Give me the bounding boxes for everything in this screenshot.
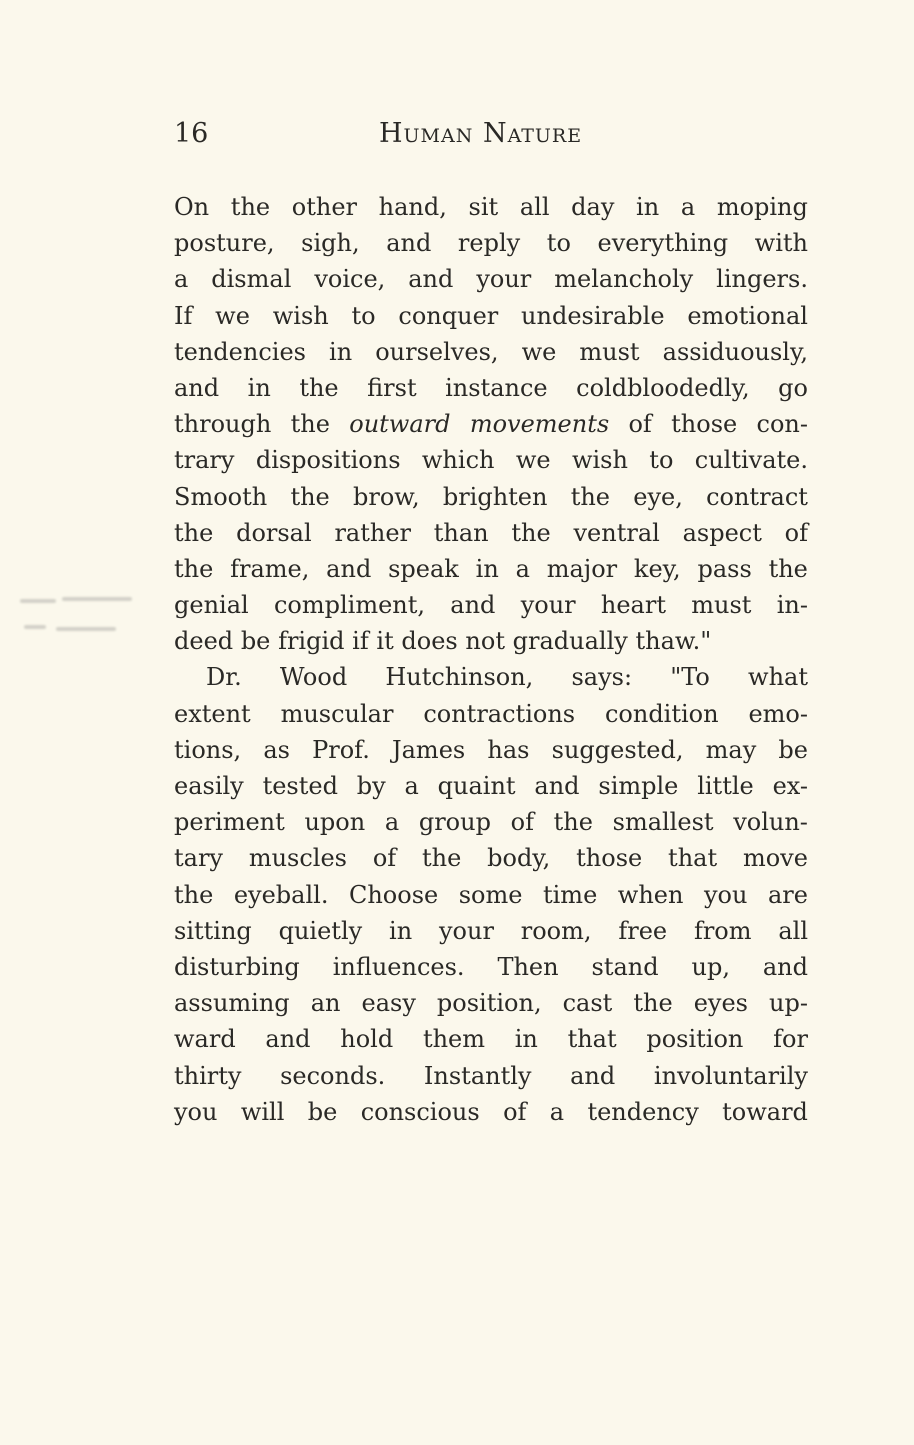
word: first <box>367 373 417 402</box>
word: go <box>778 373 808 402</box>
text-line <box>174 1058 808 1094</box>
word: voice, <box>314 265 386 294</box>
word: not <box>465 627 505 656</box>
word: dispositions <box>255 446 401 475</box>
word: it <box>376 627 394 656</box>
word: room, <box>520 916 592 945</box>
word: involuntarily <box>653 1061 808 1090</box>
word: volun- <box>733 808 808 837</box>
word: be <box>240 627 271 656</box>
word: genial <box>174 591 249 620</box>
text-line <box>174 659 808 695</box>
word: frigid <box>278 627 345 656</box>
word: in- <box>776 591 808 620</box>
word: ventral <box>573 518 660 547</box>
word: must <box>691 591 752 620</box>
word: On <box>174 193 210 221</box>
word: muscles <box>248 844 347 873</box>
word: quietly <box>278 916 363 945</box>
word: the <box>633 989 673 1018</box>
word: disturbing <box>174 952 300 981</box>
word: suggested, <box>551 735 684 764</box>
text-line <box>174 406 808 442</box>
word: quaint <box>437 772 516 800</box>
word: posture, <box>174 229 275 258</box>
text-line <box>174 1021 808 1057</box>
text-line <box>174 623 808 659</box>
text-line <box>174 732 808 768</box>
word: major <box>546 554 618 583</box>
word: your <box>438 916 494 945</box>
word: and <box>570 1061 616 1090</box>
word: sit <box>468 193 499 221</box>
word: we <box>215 301 250 330</box>
word: of <box>784 518 808 547</box>
word: rather <box>334 518 411 547</box>
word: eyeball. <box>233 880 329 909</box>
word: the <box>230 193 271 221</box>
text-line <box>174 768 808 804</box>
word: thirty <box>174 1061 242 1090</box>
text-line <box>174 985 808 1021</box>
text-line <box>174 189 808 225</box>
word: to <box>649 446 674 475</box>
word: Smooth <box>174 482 268 511</box>
word: outward <box>349 410 451 439</box>
word: and <box>174 373 220 402</box>
word: hand, <box>378 193 447 221</box>
word: them <box>422 1025 485 1054</box>
word: the <box>290 482 330 511</box>
word: group <box>418 808 491 837</box>
word: deed <box>174 627 234 656</box>
word: the <box>299 373 339 402</box>
word: a <box>404 772 419 800</box>
word: the <box>570 482 611 511</box>
word: those <box>671 410 738 439</box>
word: and <box>326 554 372 583</box>
word: all <box>519 193 550 221</box>
word: those <box>576 844 643 873</box>
word: position <box>646 1025 744 1054</box>
word: Hutchinson, <box>385 663 534 692</box>
word: the <box>174 880 214 909</box>
word: up- <box>769 989 808 1018</box>
word: stand <box>591 952 659 981</box>
word: must <box>579 337 640 366</box>
word: the <box>290 410 330 439</box>
word: ward <box>174 1025 236 1054</box>
word: what <box>748 663 808 692</box>
word: muscular <box>280 699 394 728</box>
word: may <box>705 735 757 764</box>
word: the <box>511 518 551 547</box>
word: assuming <box>174 989 290 1018</box>
text-line <box>174 334 808 370</box>
word: ex- <box>772 772 808 800</box>
word: assiduously, <box>662 337 808 366</box>
word: dismal <box>211 265 292 294</box>
word: sigh, <box>301 229 360 258</box>
word: the <box>553 808 593 837</box>
text-line <box>174 551 808 587</box>
word: in <box>329 337 353 366</box>
word: by <box>356 772 386 800</box>
word: the <box>174 554 214 583</box>
text-line <box>174 261 808 297</box>
word: If <box>174 301 193 330</box>
paragraph <box>174 189 808 659</box>
word: some <box>458 880 523 909</box>
word: a <box>384 808 400 837</box>
word: and <box>762 952 808 981</box>
word: thaw." <box>635 627 712 656</box>
word: in <box>636 193 660 221</box>
word: be <box>778 735 808 764</box>
word: tested <box>262 772 338 800</box>
word: cultivate. <box>694 446 808 475</box>
word: up, <box>691 952 730 981</box>
word: your <box>520 591 576 620</box>
text-line <box>174 479 808 515</box>
word: key, <box>633 554 681 583</box>
text-line <box>174 370 808 406</box>
word: hold <box>340 1025 394 1054</box>
word: conscious <box>360 1097 480 1126</box>
word: be <box>307 1097 338 1126</box>
word: Dr. <box>206 663 242 692</box>
word: your <box>476 265 532 294</box>
word: move <box>742 844 808 873</box>
text-line <box>174 696 808 732</box>
word: other <box>291 193 357 221</box>
word: of <box>628 410 652 439</box>
word: to <box>351 301 376 330</box>
word: tendencies <box>174 337 306 366</box>
word: Instantly <box>423 1061 532 1090</box>
word: simple <box>598 772 679 800</box>
page-number: 16 <box>174 118 209 149</box>
word: pass <box>697 554 752 583</box>
word: you <box>174 1097 218 1126</box>
bleed-through-smudge <box>0 583 150 647</box>
word: and <box>450 591 496 620</box>
word: and <box>534 772 580 800</box>
word: through <box>174 410 272 439</box>
text-line <box>174 298 808 334</box>
word: gradually <box>512 627 628 656</box>
word: everything <box>597 229 729 258</box>
word: ourselves, <box>375 337 499 366</box>
word: melancholy <box>554 265 694 294</box>
word: eyes <box>693 989 748 1018</box>
word: dorsal <box>236 518 312 547</box>
word: "To <box>670 663 710 692</box>
text-line <box>174 804 808 840</box>
word: wish <box>272 301 329 330</box>
word: speak <box>388 554 459 583</box>
text-line <box>174 587 808 623</box>
word: and <box>408 265 454 294</box>
word: heart <box>600 591 666 620</box>
word: Wood <box>279 663 348 692</box>
word: a <box>680 193 696 221</box>
word: brighten <box>442 482 548 511</box>
word: condition <box>604 699 719 728</box>
word: in <box>514 1025 538 1054</box>
word: trary <box>174 446 235 475</box>
word: which <box>421 446 495 475</box>
word: does <box>401 627 458 656</box>
word: wish <box>571 446 628 475</box>
word: to <box>546 229 571 258</box>
word: of <box>503 1097 527 1126</box>
word: compliment, <box>273 591 426 620</box>
word: instance <box>445 373 548 402</box>
word: the <box>768 554 808 583</box>
word: that <box>567 1025 617 1054</box>
text-line <box>174 840 808 876</box>
word: than <box>433 518 489 547</box>
word: contractions <box>423 699 576 728</box>
word: conquer <box>398 301 499 330</box>
word: a <box>515 554 530 583</box>
word: cast <box>562 989 613 1018</box>
word: smallest <box>612 808 714 837</box>
word: has <box>487 735 530 764</box>
word: tary <box>174 844 223 873</box>
word: if <box>352 627 369 656</box>
word: emo- <box>748 699 808 728</box>
word: tions, <box>174 735 242 764</box>
word: with <box>754 229 808 258</box>
word: periment <box>174 808 285 837</box>
word: from <box>693 916 752 945</box>
word: of <box>372 844 397 873</box>
word: seconds. <box>280 1061 386 1090</box>
word: an <box>310 989 341 1018</box>
body-text <box>174 189 808 1130</box>
text-line <box>174 225 808 261</box>
word: tendency <box>587 1097 699 1126</box>
text-line <box>174 877 808 913</box>
word: Then <box>497 952 559 981</box>
paragraph <box>174 659 808 1129</box>
word: says: <box>571 663 633 692</box>
word: easily <box>174 772 244 800</box>
word: body, <box>487 844 551 873</box>
word: in <box>247 373 271 402</box>
text-line <box>174 442 808 478</box>
word: Choose <box>348 880 439 909</box>
word: you <box>703 880 748 909</box>
word: position, <box>436 989 542 1018</box>
text-line <box>174 1094 808 1130</box>
word: reply <box>457 229 521 258</box>
word: little <box>697 772 754 800</box>
word: the <box>421 844 462 873</box>
word: contract <box>706 482 808 511</box>
text-line <box>174 949 808 985</box>
word: coldbloodedly, <box>576 373 750 402</box>
word: lingers. <box>716 265 808 294</box>
word: eye, <box>633 482 683 511</box>
text-line <box>174 913 808 949</box>
word: will <box>240 1097 285 1126</box>
word: frame, <box>230 554 310 583</box>
word: all <box>778 916 808 945</box>
word: in <box>389 916 413 945</box>
running-title: Human Nature <box>379 118 583 149</box>
word: are <box>767 880 808 909</box>
word: extent <box>174 699 251 728</box>
word: brow, <box>352 482 420 511</box>
word: and <box>386 229 432 258</box>
word: influences. <box>332 952 465 981</box>
word: aspect <box>682 518 762 547</box>
page-header <box>174 116 808 156</box>
word: upon <box>304 808 366 837</box>
word: con- <box>756 410 808 439</box>
word: James <box>392 735 466 764</box>
word: the <box>174 518 214 547</box>
word: sitting <box>174 916 252 945</box>
word: and <box>265 1025 311 1054</box>
text-line <box>174 515 808 551</box>
word: emotional <box>687 301 808 330</box>
word: we <box>521 337 557 366</box>
word: we <box>515 446 551 475</box>
word: undesirable <box>521 301 665 330</box>
word: movements <box>469 410 610 439</box>
word: Prof. <box>312 735 370 764</box>
word: easy <box>361 989 416 1018</box>
word: day <box>571 193 615 221</box>
word: moping <box>716 193 808 221</box>
word: as <box>263 735 290 764</box>
word: toward <box>722 1097 808 1126</box>
word: when <box>617 880 684 909</box>
word: time <box>542 880 598 909</box>
word: free <box>618 916 668 945</box>
word: for <box>773 1025 808 1054</box>
word: of <box>510 808 534 837</box>
word: a <box>549 1097 565 1126</box>
word: a <box>174 265 189 294</box>
word: in <box>475 554 499 583</box>
word: that <box>668 844 718 873</box>
